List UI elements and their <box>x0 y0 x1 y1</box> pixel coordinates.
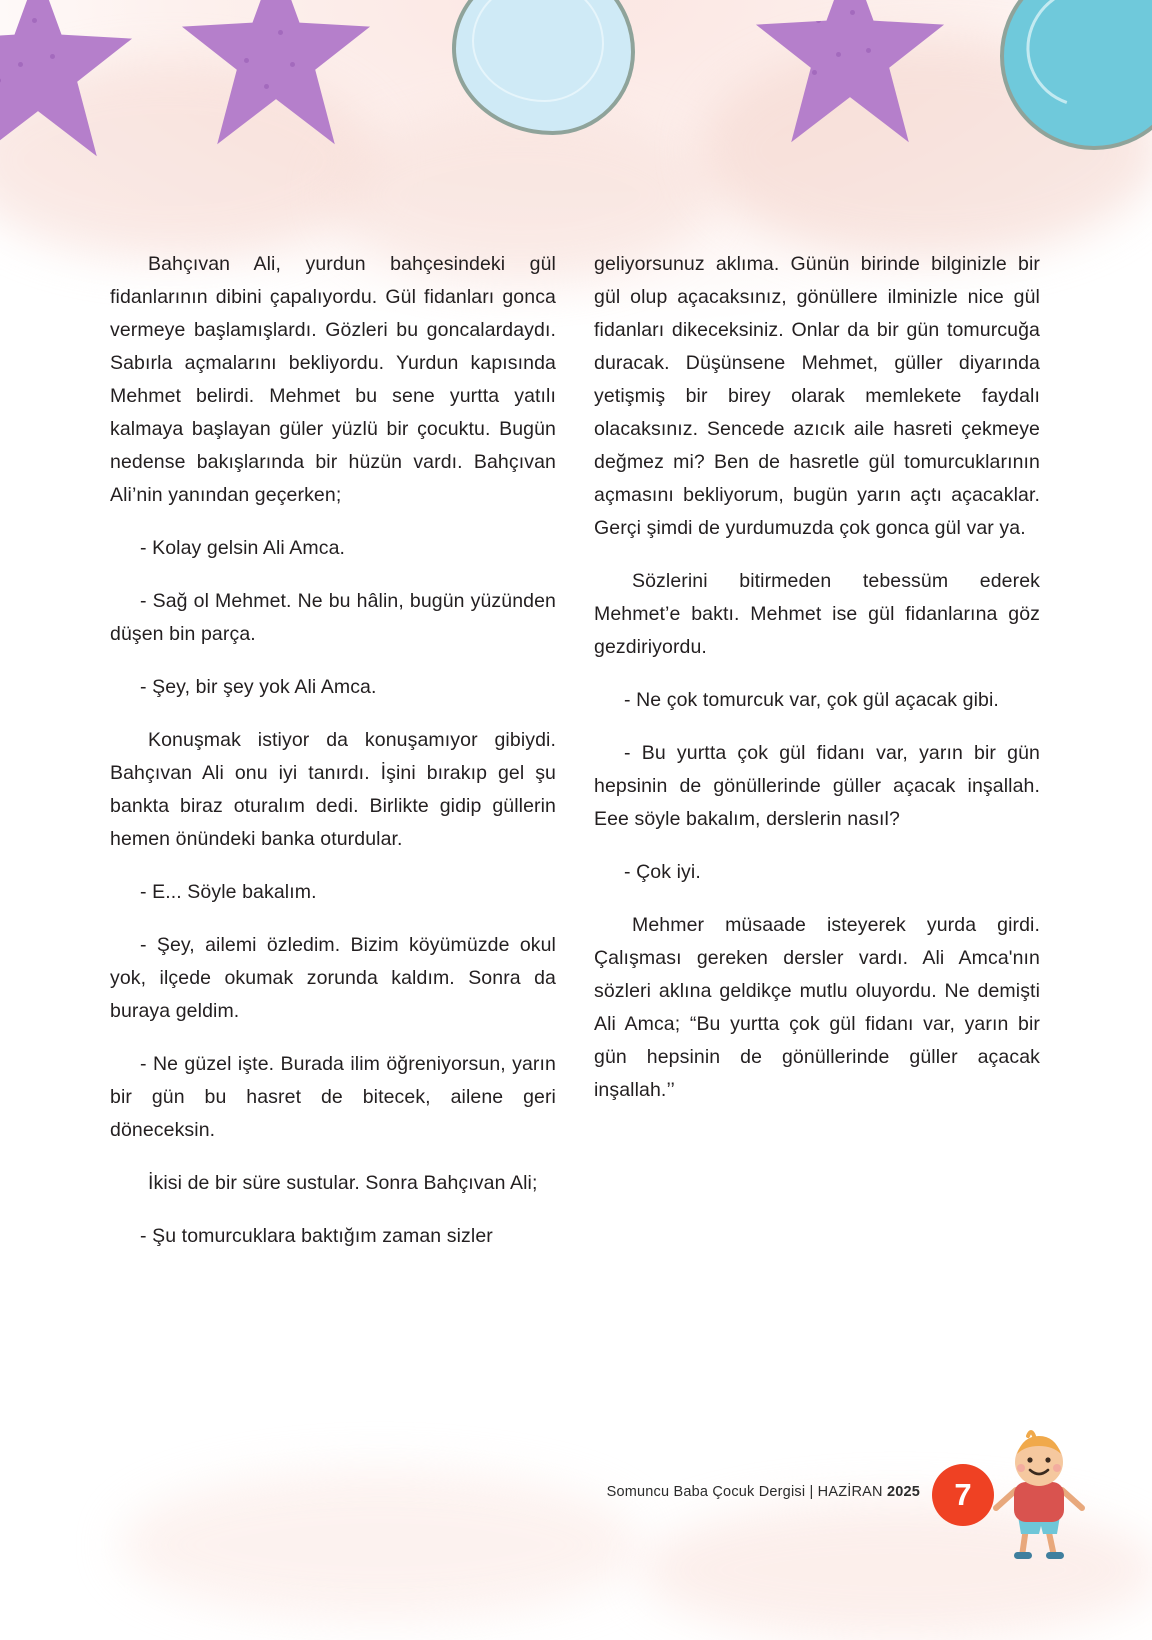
magazine-credit <box>607 1484 920 1500</box>
text-column-right <box>594 248 1040 1253</box>
paragraph: Bahçıvan Ali, yurdun bahçesindeki gül fidanlarının dibini çapalıyordu. Gül fidanları gonca vermeye başlamışlardı. Gözleri bu goncalardaydı. Sabırla açmalarını bekliyordu. Yurdun kapısında Mehmet belirdi. Mehmet bu sene yurtta yatılı kalmaya başlayan güler yüzlü bir çocuktu. Bugün nedense bakışlarında bir hüzün vardı. Bahçıvan Ali’nin yanından geçerken; <box>110 253 556 506</box>
paragraph: İkisi de bir süre sustular. Sonra Bahçıvan Ali; <box>148 1172 538 1194</box>
paragraph: - Kolay gelsin Ali Amca. <box>140 537 346 559</box>
paragraph: Konuşmak istiyor da konuşamıyor gibiydi. Bahçıvan Ali onu iyi tanırdı. İşini bırakıp gel şu bankta biraz oturalım dedi. Birlikte gidip güllerin hemen önündeki banka oturdular. <box>110 729 556 850</box>
page-footer <box>0 1462 1152 1532</box>
circle-blob-icon <box>1000 0 1152 150</box>
paragraph: - Sağ ol Mehmet. Ne bu hâlin, bugün yüzünden düşen bin parça. <box>110 590 556 645</box>
star-blob-icon <box>0 0 136 166</box>
mascot-illustration <box>984 1424 1094 1564</box>
paragraph: - Şu tomurcuklara baktığım zaman sizler <box>140 1225 493 1247</box>
paragraph: - Bu yurtta çok gül fidanı var, yarın bir gün hepsinin de gönüllerinde güller açacak inşallah. Eee söyle bakalım, derslerin nasıl? <box>594 742 1040 830</box>
paragraph: - Şey, bir şey yok Ali Amca. <box>140 676 377 698</box>
paragraph: Mehmer müsaade isteyerek yurda girdi. Çalışması gereken dersler vardı. Ali Amca'nın sözleri aklına geldikçe mutlu oluyordu. Ne demişti Ali Amca; “Bu yurtta çok gül fidanı var, yarın bir gün hepsinin de gönüllerinde güller açacak inşallah.’’ <box>594 914 1040 1101</box>
rounded-square-blob-icon <box>452 0 635 135</box>
magazine-credit-plain: Somuncu Baba Çocuk Dergisi | HAZİRAN <box>606 1484 887 1500</box>
text-column-left <box>110 248 556 1253</box>
decorative-blob-row <box>0 0 1152 180</box>
paragraph: - E... Söyle bakalım. <box>140 881 317 903</box>
star-blob-icon <box>752 0 948 152</box>
page-number-badge: 7 <box>932 1464 994 1526</box>
article-body <box>110 248 1040 1253</box>
paragraph: - Ne çok tomurcuk var, çok gül açacak gibi. <box>624 689 999 711</box>
paragraph: - Çok iyi. <box>624 861 701 883</box>
paragraph: geliyorsunuz aklıma. Günün birinde bilginizle bir gül olup açacaksınız, gönüllere ilminizle nice gül fidanları dikeceksiniz. Onlar da bir gün tomurcuğa duracak. Düşünsene Mehmet, güller diyarında yetişmiş bir birey olarak memlekete faydalı olacaksınız. Sencede azıcık aile hasreti çekmeye değmez mi? Ben de hasretle gül tomurcuklarının açmasını bekliyorum, bugün yarın açtı açacaklar. Gerçi şimdi de yurdumuzda çok gonca gül var ya. <box>594 253 1040 539</box>
paragraph: Sözlerini bitirmeden tebessüm ederek Mehmet’e baktı. Mehmet ise gül fidanlarına göz gezdiriyordu. <box>594 570 1040 658</box>
magazine-credit-year: 2025 <box>886 1484 920 1500</box>
star-blob-icon <box>178 0 374 154</box>
paragraph: - Ne güzel işte. Burada ilim öğreniyorsun, yarın bir gün bu hasret de bitecek, ailene geri döneceksin. <box>110 1053 556 1141</box>
paragraph: - Şey, ailemi özledim. Bizim köyümüzde okul yok, ilçede okumak zorunda kaldım. Sonra da buraya geldim. <box>110 934 556 1022</box>
